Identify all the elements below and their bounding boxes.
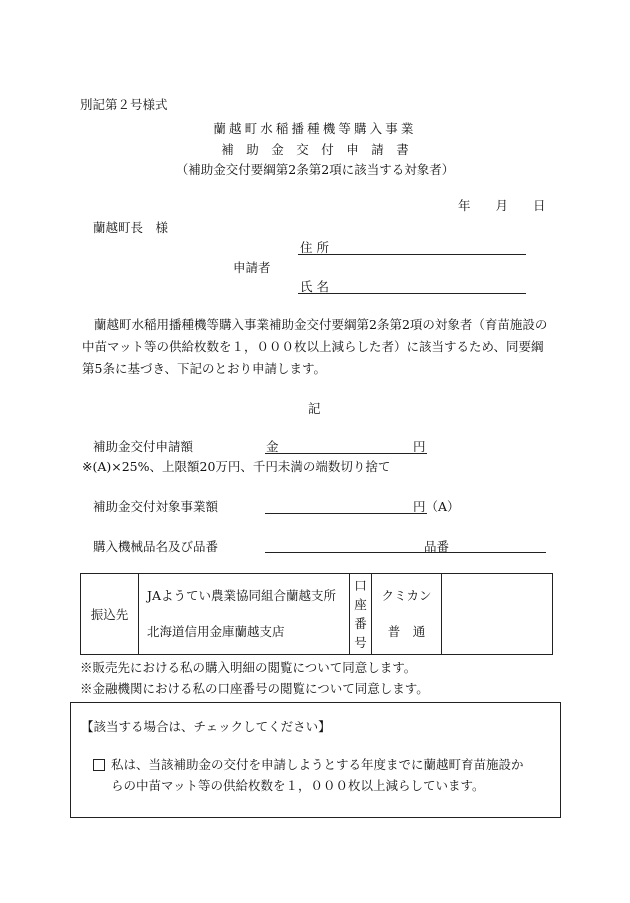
title-line1: 蘭越町水稲播種機等購入事業: [213, 121, 417, 136]
check-line2: らの中苗マット等の供給枚数を１，０００枚以上減らしています。: [111, 778, 485, 793]
checkbox[interactable]: [93, 759, 105, 771]
project-cost-field-line[interactable]: [265, 513, 427, 514]
name-label: 氏 名: [300, 279, 329, 294]
account-label-char: 口: [354, 578, 367, 593]
account-type2: 普 通: [387, 624, 426, 639]
bank2-name: 北海道信用金庫蘭越支店: [147, 624, 285, 639]
account-label-char: 番: [354, 616, 367, 631]
account-label-char: 号: [354, 635, 367, 650]
bank1-name: JAようてい農業協同組合蘭越支所: [147, 588, 337, 603]
account-number-input[interactable]: [442, 574, 553, 655]
transfer-label: 振込先: [81, 574, 139, 655]
project-cost-label: 補助金交付対象事業額: [93, 499, 219, 514]
title-line2: 補 助 金 交 付 申 請 書: [221, 142, 409, 157]
ki-heading: 記: [308, 401, 321, 416]
project-cost-suffix: 円（A）: [413, 499, 460, 514]
machine-label: 購入機械品名及び品番: [93, 539, 219, 554]
account-number-label: [350, 574, 372, 655]
check-line1-row: [93, 755, 524, 773]
amount-label: 補助金交付申請額: [93, 439, 194, 454]
transfer-table: [80, 573, 553, 655]
amount-suffix: 円: [413, 439, 426, 454]
machine-field-line[interactable]: [265, 552, 546, 553]
check-heading: 【該当する場合は、チェックしてください】: [81, 719, 331, 734]
consent-bank: ※金融機関における私の口座番号の閲覧について同意します。: [80, 681, 429, 696]
account-type1: クミカン: [381, 588, 432, 603]
address-field-line[interactable]: [298, 254, 526, 255]
address-label: 住 所: [300, 240, 329, 255]
check-section: [70, 702, 561, 818]
bank-names: [139, 574, 350, 655]
account-label-char: 座: [354, 597, 367, 612]
name-field-line[interactable]: [298, 293, 526, 294]
applicant-label: 申請者: [233, 260, 271, 275]
consent-purchase: ※販売先における私の購入明細の閲覧について同意します。: [80, 660, 417, 675]
addressee: 蘭越町長 様: [93, 220, 169, 235]
check-line1: 私は、当該補助金の交付を申請しようとする年度までに蘭越町育苗施設か: [111, 757, 524, 772]
body-paragraph: 蘭越町水稲用播種機等購入事業補助金交付要綱第2条第2項の対象者（育苗施設の中苗マット等の供給枚数を１，０００枚以上減らした者）に該当するため、同要綱第5条に基づき、下記のとおり申請します。: [82, 317, 548, 376]
amount-field-line[interactable]: [265, 453, 427, 454]
title-line3: （補助金交付要綱第2条第2項に該当する対象者）: [175, 162, 455, 177]
form-number: 別記第２号様式: [80, 97, 168, 112]
account-types: [372, 574, 442, 655]
amount-prefix: 金: [266, 439, 279, 454]
machine-suffix: 品番: [424, 539, 450, 554]
amount-note: ※(A)×25%、上限額20万円、千円未満の端数切り捨て: [82, 459, 391, 474]
date-line: 年 月 日: [458, 198, 546, 213]
